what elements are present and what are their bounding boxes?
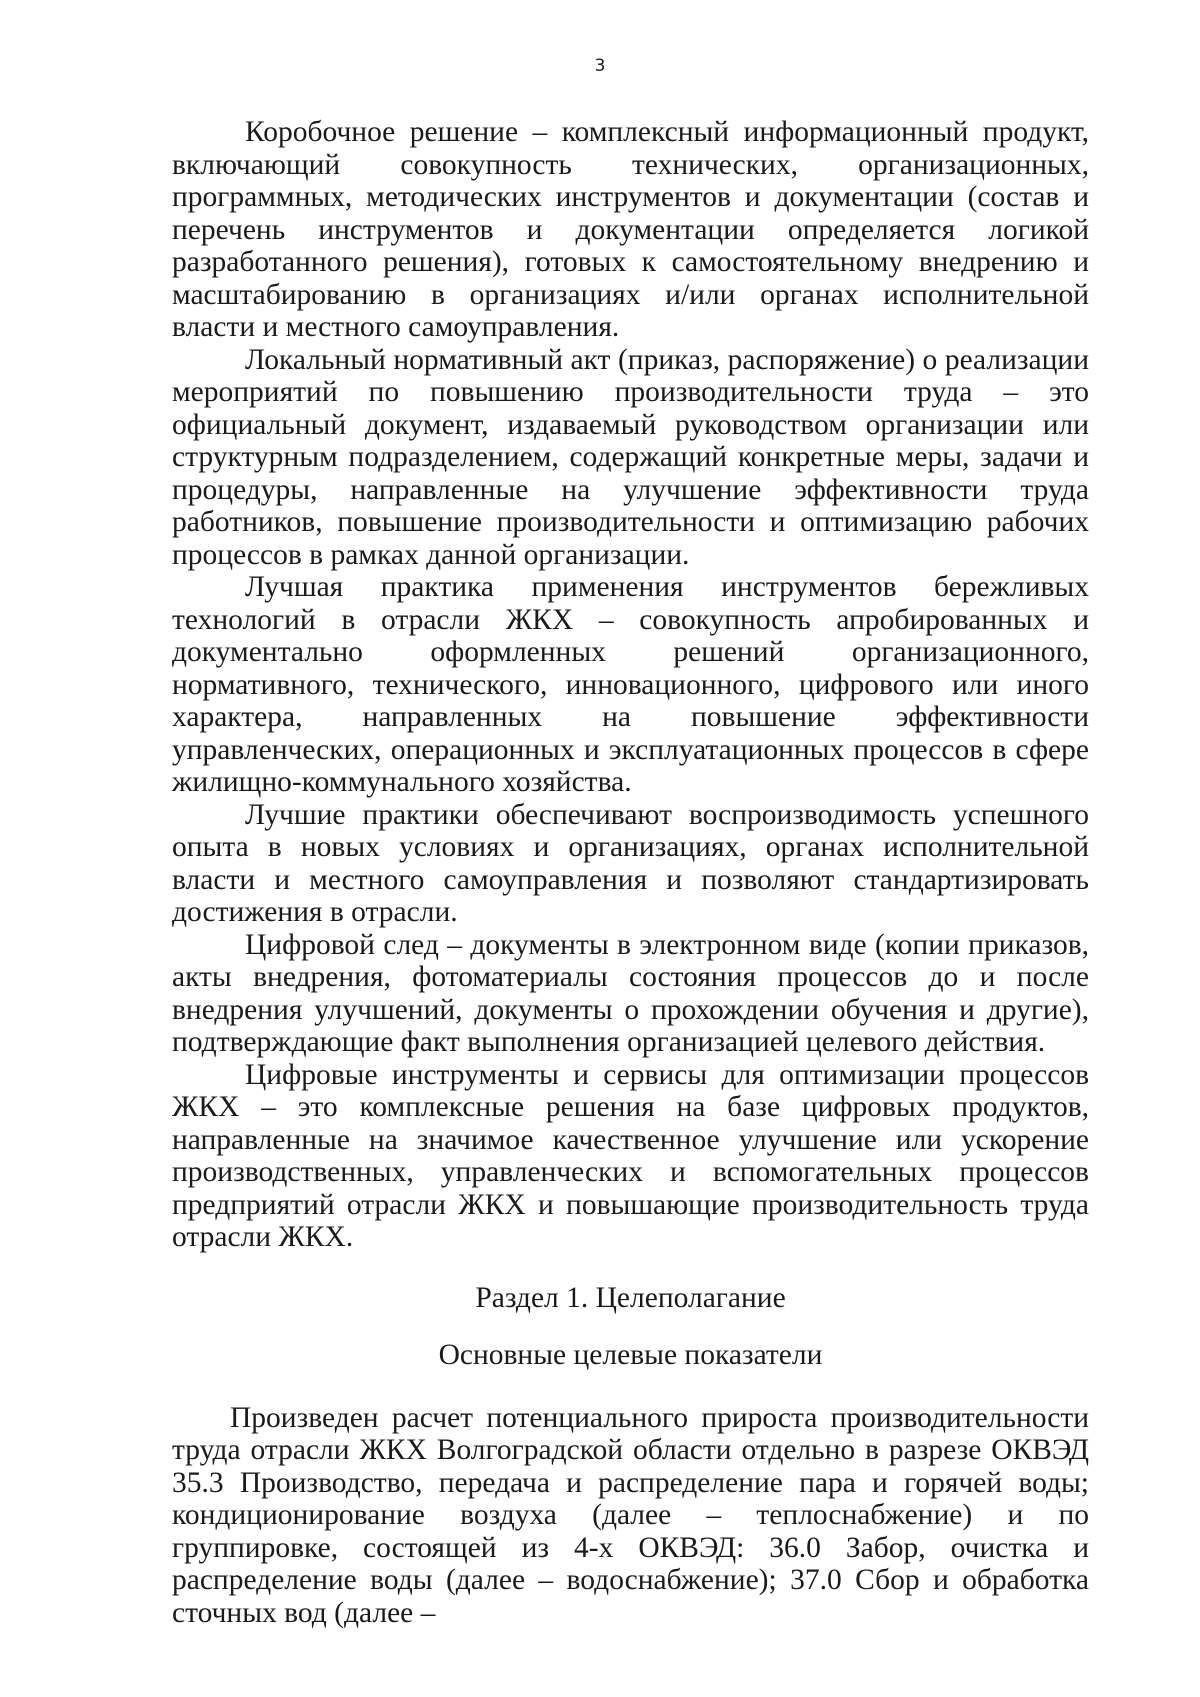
section-heading: Раздел 1. Целеполагание bbox=[475, 1281, 786, 1314]
page-number: 3 bbox=[594, 56, 606, 76]
paragraph-best-practice: Лучшая практика применения инструментов бережливых технологий в отрасли ЖКХ – совокупность апробированных и документально оформленных решений организационного, нормативного, технического, инновационного, цифрового или иного характера, направленных на повышение эффективности управленческих, операционных и эксплуатационных процессов в сфере жилищно-коммунального хозяйства. bbox=[172, 571, 1089, 798]
subsection-heading: Основные целевые показатели bbox=[438, 1339, 823, 1371]
document-body bbox=[172, 116, 1089, 1629]
paragraph-digital-footprint: Цифровой след – документы в электронном виде (копии приказов, акты внедрения, фотоматериалы состояния процессов до и после внедрения улучшений, документы о прохождении обучения и другие), подтверждающие факт выполнения организацией целевого действия. bbox=[172, 928, 1089, 1058]
paragraph-productivity-calculation: Произведен расчет потенциального прироста производительности труда отрасли ЖКХ Волгоградской области отдельно в разрезе ОКВЭД 35.3 Производство, передача и распределение пара и горячей воды; кондиционирование воздуха (далее – теплоснабжение) и по группировке, состоящей из 4-х ОКВЭД: 36.0 Забор, очистка и распределение воды (далее – водоснабжение); 37.0 Сбор и обработка сточных вод (далее – bbox=[172, 1401, 1089, 1629]
paragraph-digital-tools: Цифровые инструменты и сервисы для оптимизации процессов ЖКХ – это комплексные решения на базе цифровых продуктов, направленные на значимое качественное улучшение или ускорение производственных, управленческих и вспомогательных процессов предприятий отрасли ЖКХ и повышающие производительность труда отрасли ЖКХ. bbox=[172, 1058, 1089, 1253]
paragraph-local-normative-act: Локальный нормативный акт (приказ, распоряжение) о реализации мероприятий по повышению производительности труда – это официальный документ, издаваемый руководством организации или структурным подразделением, содержащий конкретные меры, задачи и процедуры, направленные на улучшение эффективности труда работников, повышение производительности и оптимизацию рабочих процессов в рамках данной организации. bbox=[172, 343, 1089, 571]
paragraph-boxed-solution: Коробочное решение – комплексный информационный продукт, включающий совокупность технических, организационных, программных, методических инструментов и документации (состав и перечень инструментов и документации определяется логикой разработанного решения), готовых к самостоятельному внедрению и масштабированию в организациях и/или органах исполнительной власти и местного самоуправления. bbox=[172, 116, 1089, 343]
paragraph-best-practices-reproducibility: Лучшие практики обеспечивают воспроизводимость успешного опыта в новых условиях и организациях, органах исполнительной власти и местного самоуправления и позволяют стандартизировать достижения в отрасли. bbox=[172, 798, 1089, 928]
